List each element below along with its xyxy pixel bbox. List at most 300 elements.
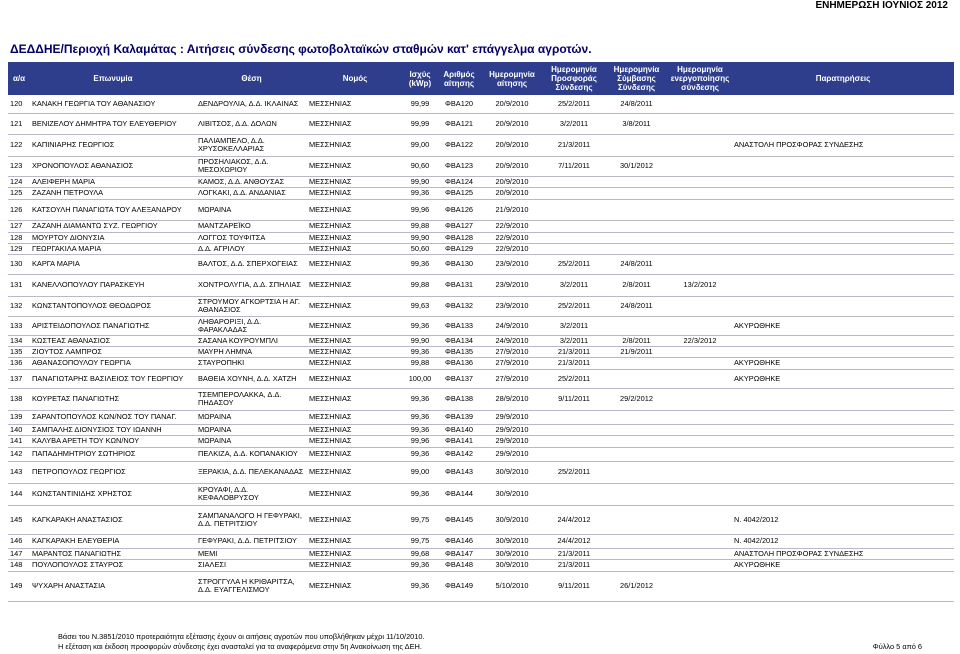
cell-d2 bbox=[543, 483, 605, 505]
cell-aa: 139 bbox=[8, 410, 30, 424]
cell-d3 bbox=[605, 232, 668, 243]
cell-d2: 25/2/2011 bbox=[543, 254, 605, 274]
cell-name: ΑΛΕΙΦΕΡΗ ΜΑΡΙΑ bbox=[30, 176, 196, 187]
cell-d4 bbox=[668, 461, 732, 483]
cell-aa: 140 bbox=[8, 424, 30, 435]
cell-thesi: ΠΕΛΚΙΖΑ, Δ.Δ. ΚΟΠΑΝΑΚΙΟΥ bbox=[196, 447, 307, 461]
cell-rem bbox=[732, 254, 954, 274]
cell-d3 bbox=[605, 316, 668, 335]
cell-aa: 127 bbox=[8, 220, 30, 232]
cell-d3 bbox=[605, 369, 668, 388]
cell-name: ΚΑΓΚΑΡΑΚΗ ΑΝΑΣΤΑΣΙΟΣ bbox=[30, 505, 196, 534]
cell-d4: 22/3/2012 bbox=[668, 335, 732, 346]
cell-rem bbox=[732, 95, 954, 113]
column-header: Επωνυμία bbox=[30, 62, 196, 95]
cell-aa: 148 bbox=[8, 559, 30, 571]
cell-name: ΖΑΖΑΝΗ ΠΕΤΡΟΥΛΑ bbox=[30, 187, 196, 199]
cell-d4 bbox=[668, 95, 732, 113]
cell-name: ΓΕΩΡΓΑΚΙΛΑ ΜΑΡΙΑ bbox=[30, 243, 196, 254]
cell-thesi: ΛΟΓΓΟΣ ΤΟΥΦΙΤΣΑ bbox=[196, 232, 307, 243]
cell-d4 bbox=[668, 559, 732, 571]
cell-nomos: ΜΕΣΣΗΝΙΑΣ bbox=[307, 316, 403, 335]
cell-d4 bbox=[668, 176, 732, 187]
cell-rem bbox=[732, 483, 954, 505]
cell-d2 bbox=[543, 447, 605, 461]
cell-d3 bbox=[605, 134, 668, 156]
cell-num: ΦΒΑ141 bbox=[437, 435, 481, 447]
cell-rem: ΑΝΑΣΤΟΛΗ ΠΡΟΣΦΟΡΑΣ ΣΥΝΔΕΣΗΣ bbox=[732, 134, 954, 156]
cell-d2: 24/4/2012 bbox=[543, 534, 605, 548]
column-header: Ημερομηνία Σύμβασης Σύνδεσης bbox=[605, 62, 668, 95]
table-row bbox=[8, 156, 954, 176]
table-row bbox=[8, 435, 954, 447]
cell-aa: 120 bbox=[8, 95, 30, 113]
cell-rem bbox=[732, 187, 954, 199]
table-row bbox=[8, 335, 954, 346]
cell-num: ΦΒΑ130 bbox=[437, 254, 481, 274]
column-header: Ημερομηνία ενεργοποίησης σύνδεσης bbox=[668, 62, 732, 95]
cell-d4 bbox=[668, 232, 732, 243]
cell-num: ΦΒΑ138 bbox=[437, 388, 481, 410]
table-row bbox=[8, 483, 954, 505]
cell-d3 bbox=[605, 410, 668, 424]
cell-rem: ΑΝΑΣΤΟΛΗ ΠΡΟΣΦΟΡΑΣ ΣΥΝΔΕΣΗΣ bbox=[732, 548, 954, 559]
column-header: Αριθμός αίτησης bbox=[437, 62, 481, 95]
cell-name: ΠΕΤΡΟΠΟΥΛΟΣ ΓΕΩΡΓΙΟΣ bbox=[30, 461, 196, 483]
cell-thesi: ΛΙΒΙΤΣΟΣ, Δ.Δ. ΔΟΛΩΝ bbox=[196, 113, 307, 134]
table-row bbox=[8, 410, 954, 424]
cell-kw: 99,36 bbox=[403, 187, 437, 199]
cell-aa: 135 bbox=[8, 346, 30, 357]
cell-nomos: ΜΕΣΣΗΝΙΑΣ bbox=[307, 483, 403, 505]
cell-d1: 20/9/2010 bbox=[481, 134, 543, 156]
cell-d2: 25/2/2011 bbox=[543, 461, 605, 483]
page-title: ΔΕΔΔΗΕ/Περιοχή Καλαμάτας : Αιτήσεις σύνδεσης φωτοβολταϊκών σταθμών κατ' επάγγελμα αγροτών. bbox=[10, 42, 592, 56]
cell-rem bbox=[732, 232, 954, 243]
cell-d2: 21/3/2011 bbox=[543, 548, 605, 559]
cell-name: ΚΑΝΑΚΗ ΓΕΩΡΓΙΑ ΤΟΥ ΑΘΑΝΑΣΙΟΥ bbox=[30, 95, 196, 113]
cell-aa: 130 bbox=[8, 254, 30, 274]
cell-kw: 99,36 bbox=[403, 346, 437, 357]
cell-kw: 99,90 bbox=[403, 335, 437, 346]
cell-rem: ΑΚΥΡΩΘΗΚΕ bbox=[732, 559, 954, 571]
table-row bbox=[8, 243, 954, 254]
cell-nomos: ΜΕΣΣΗΝΙΑΣ bbox=[307, 447, 403, 461]
cell-nomos: ΜΕΣΣΗΝΙΑΣ bbox=[307, 134, 403, 156]
table-row bbox=[8, 232, 954, 243]
cell-d2: 25/2/2011 bbox=[543, 369, 605, 388]
cell-aa: 121 bbox=[8, 113, 30, 134]
cell-thesi: ΔΕΝΔΡΟΥΛΙΑ, Δ.Δ. ΙΚΛΑΙΝΑΣ bbox=[196, 95, 307, 113]
table-row bbox=[8, 369, 954, 388]
cell-d4 bbox=[668, 113, 732, 134]
cell-d4 bbox=[668, 296, 732, 316]
cell-rem bbox=[732, 220, 954, 232]
cell-d4 bbox=[668, 548, 732, 559]
cell-num: ΦΒΑ149 bbox=[437, 571, 481, 601]
cell-kw: 99,75 bbox=[403, 505, 437, 534]
cell-aa: 138 bbox=[8, 388, 30, 410]
cell-d1: 30/9/2010 bbox=[481, 483, 543, 505]
cell-thesi: ΧΟΝΤΡΟΛΥΓΙΑ, Δ.Δ. ΣΠΗΛΙΑΣ bbox=[196, 274, 307, 296]
cell-d3: 3/8/2011 bbox=[605, 113, 668, 134]
cell-nomos: ΜΕΣΣΗΝΙΑΣ bbox=[307, 274, 403, 296]
cell-d2: 21/3/2011 bbox=[543, 357, 605, 369]
cell-d3 bbox=[605, 424, 668, 435]
cell-rem bbox=[732, 447, 954, 461]
cell-rem bbox=[732, 274, 954, 296]
cell-d2 bbox=[543, 424, 605, 435]
cell-d1: 5/10/2010 bbox=[481, 571, 543, 601]
cell-rem bbox=[732, 346, 954, 357]
column-header: Νομός bbox=[307, 62, 403, 95]
cell-d3: 26/1/2012 bbox=[605, 571, 668, 601]
cell-name: ΚΑΤΣΟΥΛΗ ΠΑΝΑΓΙΩΤΑ ΤΟΥ ΑΛΕΞΑΝΔΡΟΥ bbox=[30, 199, 196, 220]
cell-aa: 123 bbox=[8, 156, 30, 176]
cell-aa: 146 bbox=[8, 534, 30, 548]
table-row bbox=[8, 254, 954, 274]
cell-d2 bbox=[543, 220, 605, 232]
cell-name: ΠΑΠΑΔΗΜΗΤΡΙΟΥ ΣΩΤΗΡΙΟΣ bbox=[30, 447, 196, 461]
table-row bbox=[8, 505, 954, 534]
cell-d2: 25/2/2011 bbox=[543, 95, 605, 113]
cell-thesi: ΜΕΜΙ bbox=[196, 548, 307, 559]
cell-nomos: ΜΕΣΣΗΝΙΑΣ bbox=[307, 424, 403, 435]
cell-d3 bbox=[605, 187, 668, 199]
cell-num: ΦΒΑ126 bbox=[437, 199, 481, 220]
cell-aa: 128 bbox=[8, 232, 30, 243]
cell-rem bbox=[732, 388, 954, 410]
table-row bbox=[8, 534, 954, 548]
table-row bbox=[8, 220, 954, 232]
cell-d3 bbox=[605, 461, 668, 483]
cell-d1: 20/9/2010 bbox=[481, 176, 543, 187]
cell-rem bbox=[732, 571, 954, 601]
cell-num: ΦΒΑ147 bbox=[437, 548, 481, 559]
cell-d3: 21/9/2011 bbox=[605, 346, 668, 357]
cell-kw: 99,36 bbox=[403, 316, 437, 335]
cell-d4 bbox=[668, 187, 732, 199]
table-row bbox=[8, 296, 954, 316]
table-header bbox=[8, 62, 954, 95]
cell-aa: 131 bbox=[8, 274, 30, 296]
cell-thesi: ΚΡΟΥΑΦΙ, Δ.Δ. ΚΕΦΑΛΟΒΡΥΣΟΥ bbox=[196, 483, 307, 505]
cell-aa: 141 bbox=[8, 435, 30, 447]
cell-d3 bbox=[605, 199, 668, 220]
cell-d1: 28/9/2010 bbox=[481, 388, 543, 410]
cell-kw: 99,88 bbox=[403, 357, 437, 369]
table-row bbox=[8, 346, 954, 357]
cell-num: ΦΒΑ143 bbox=[437, 461, 481, 483]
cell-aa: 134 bbox=[8, 335, 30, 346]
cell-aa: 147 bbox=[8, 548, 30, 559]
cell-d1: 30/9/2010 bbox=[481, 461, 543, 483]
cell-rem bbox=[732, 461, 954, 483]
cell-nomos: ΜΕΣΣΗΝΙΑΣ bbox=[307, 187, 403, 199]
cell-rem: Ν. 4042/2012 bbox=[732, 505, 954, 534]
cell-d4 bbox=[668, 316, 732, 335]
cell-num: ΦΒΑ124 bbox=[437, 176, 481, 187]
cell-rem bbox=[732, 296, 954, 316]
cell-nomos: ΜΕΣΣΗΝΙΑΣ bbox=[307, 335, 403, 346]
cell-d4 bbox=[668, 388, 732, 410]
column-header: Ημερομηνία αίτησης bbox=[481, 62, 543, 95]
cell-d4 bbox=[668, 571, 732, 601]
cell-num: ΦΒΑ136 bbox=[437, 357, 481, 369]
cell-thesi: ΛΗΘΑΡΟΡΙΞΙ, Δ.Δ. ΦΑΡΑΚΛΑΔΑΣ bbox=[196, 316, 307, 335]
cell-aa: 124 bbox=[8, 176, 30, 187]
cell-d1: 23/9/2010 bbox=[481, 274, 543, 296]
cell-kw: 99,99 bbox=[403, 113, 437, 134]
table-row bbox=[8, 548, 954, 559]
cell-name: ΚΑΛΥΒΑ ΑΡΕΤΗ ΤΟΥ ΚΩΝ/ΝΟΥ bbox=[30, 435, 196, 447]
cell-kw: 99,36 bbox=[403, 254, 437, 274]
cell-d3 bbox=[605, 220, 668, 232]
cell-name: ΠΟΥΛΟΠΟΥΛΟΣ ΣΤΑΥΡΟΣ bbox=[30, 559, 196, 571]
table-row bbox=[8, 559, 954, 571]
cell-d1: 30/9/2010 bbox=[481, 534, 543, 548]
cell-kw: 100,00 bbox=[403, 369, 437, 388]
cell-num: ΦΒΑ144 bbox=[437, 483, 481, 505]
cell-d2 bbox=[543, 187, 605, 199]
cell-d4: 13/2/2012 bbox=[668, 274, 732, 296]
cell-kw: 99,36 bbox=[403, 571, 437, 601]
cell-d3: 30/1/2012 bbox=[605, 156, 668, 176]
table-row bbox=[8, 113, 954, 134]
cell-nomos: ΜΕΣΣΗΝΙΑΣ bbox=[307, 176, 403, 187]
cell-d1: 29/9/2010 bbox=[481, 447, 543, 461]
cell-nomos: ΜΕΣΣΗΝΙΑΣ bbox=[307, 232, 403, 243]
cell-nomos: ΜΕΣΣΗΝΙΑΣ bbox=[307, 369, 403, 388]
cell-name: ΒΕΝΙΖΕΛΟΥ ΔΗΜΗΤΡΑ ΤΟΥ ΕΛΕΥΘΕΡΙΟΥ bbox=[30, 113, 196, 134]
cell-d2: 3/2/2011 bbox=[543, 316, 605, 335]
cell-kw: 99,88 bbox=[403, 220, 437, 232]
cell-aa: 149 bbox=[8, 571, 30, 601]
cell-d1: 23/9/2010 bbox=[481, 254, 543, 274]
cell-d3 bbox=[605, 435, 668, 447]
table-row bbox=[8, 424, 954, 435]
cell-name: ΚΩΣΤΕΑΣ ΑΘΑΝΑΣΙΟΣ bbox=[30, 335, 196, 346]
cell-thesi: ΣΑΜΠΑΝΑΛΟΓΟ Η ΓΕΦΥΡΑΚΙ, Δ.Δ. ΠΕΤΡΙΤΣΙΟΥ bbox=[196, 505, 307, 534]
cell-nomos: ΜΕΣΣΗΝΙΑΣ bbox=[307, 199, 403, 220]
cell-d1: 23/9/2010 bbox=[481, 296, 543, 316]
cell-kw: 99,00 bbox=[403, 134, 437, 156]
cell-name: ΚΟΥΡΕΤΑΣ ΠΑΝΑΓΙΩΤΗΣ bbox=[30, 388, 196, 410]
cell-rem bbox=[732, 243, 954, 254]
table-row bbox=[8, 176, 954, 187]
footer-line-1: Βάσει του Ν.3851/2010 προτεραιότητα εξέτασης έχουν οι αιτήσεις αγροτών που υποβλήθηκαν μέχρι 11/10/2010. bbox=[58, 632, 425, 641]
cell-d3: 24/8/2011 bbox=[605, 254, 668, 274]
cell-d1: 20/9/2010 bbox=[481, 187, 543, 199]
cell-aa: 143 bbox=[8, 461, 30, 483]
cell-d3 bbox=[605, 559, 668, 571]
cell-num: ΦΒΑ135 bbox=[437, 346, 481, 357]
applications-table bbox=[8, 62, 954, 602]
cell-nomos: ΜΕΣΣΗΝΙΑΣ bbox=[307, 534, 403, 548]
cell-num: ΦΒΑ137 bbox=[437, 369, 481, 388]
cell-d2: 21/3/2011 bbox=[543, 346, 605, 357]
cell-d1: 24/9/2010 bbox=[481, 316, 543, 335]
table-row bbox=[8, 199, 954, 220]
cell-thesi: ΠΡΟΣΗΛΙΑΚΟΣ, Δ.Δ. ΜΕΣΟΧΩΡΙΟΥ bbox=[196, 156, 307, 176]
cell-d2 bbox=[543, 410, 605, 424]
cell-d4 bbox=[668, 220, 732, 232]
cell-d3: 2/8/2011 bbox=[605, 274, 668, 296]
cell-d2 bbox=[543, 435, 605, 447]
cell-d1: 30/9/2010 bbox=[481, 559, 543, 571]
cell-d1: 30/9/2010 bbox=[481, 505, 543, 534]
cell-d3 bbox=[605, 243, 668, 254]
cell-num: ΦΒΑ133 bbox=[437, 316, 481, 335]
cell-name: ΠΑΝΑΓΙΩΤΑΡΗΣ ΒΑΣΙΛΕΙΟΣ ΤΟΥ ΓΕΩΡΓΙΟΥ bbox=[30, 369, 196, 388]
cell-d1: 29/9/2010 bbox=[481, 410, 543, 424]
page-number: Φύλλο 5 από 6 bbox=[872, 642, 922, 651]
cell-d3 bbox=[605, 548, 668, 559]
cell-aa: 145 bbox=[8, 505, 30, 534]
cell-nomos: ΜΕΣΣΗΝΙΑΣ bbox=[307, 296, 403, 316]
footer-line-2: Η εξέταση και έκδοση προσφορών σύνδεσης έχει ανασταλεί για τα αναφερόμενα στην 5η Ανακοίνωση της ΔΕΗ. bbox=[58, 642, 422, 651]
cell-kw: 99,96 bbox=[403, 435, 437, 447]
cell-kw: 99,90 bbox=[403, 176, 437, 187]
cell-kw: 99,36 bbox=[403, 447, 437, 461]
cell-rem: ΑΚΥΡΩΘΗΚΕ bbox=[732, 369, 954, 388]
cell-thesi: Δ.Δ. ΑΓΡΙΛΟΥ bbox=[196, 243, 307, 254]
cell-rem: Ν. 4042/2012 bbox=[732, 534, 954, 548]
cell-d2: 9/11/2011 bbox=[543, 571, 605, 601]
cell-kw: 99,90 bbox=[403, 232, 437, 243]
cell-thesi: ΜΩΡΑΙΝΑ bbox=[196, 435, 307, 447]
cell-d4 bbox=[668, 243, 732, 254]
cell-kw: 90,60 bbox=[403, 156, 437, 176]
cell-thesi: ΛΟΓΚΑΚΙ, Δ.Δ. ΑΝΔΑΝΙΑΣ bbox=[196, 187, 307, 199]
table-row bbox=[8, 571, 954, 601]
cell-num: ΦΒΑ145 bbox=[437, 505, 481, 534]
cell-d1: 20/9/2010 bbox=[481, 113, 543, 134]
cell-aa: 142 bbox=[8, 447, 30, 461]
cell-num: ΦΒΑ120 bbox=[437, 95, 481, 113]
cell-thesi: ΜΑΝΤΖΑΡΕΪΚΟ bbox=[196, 220, 307, 232]
cell-d4 bbox=[668, 505, 732, 534]
update-label: ΕΝΗΜΕΡΩΣΗ ΙΟΥΝΙΟΣ 2012 bbox=[815, 0, 948, 11]
cell-num: ΦΒΑ121 bbox=[437, 113, 481, 134]
cell-aa: 122 bbox=[8, 134, 30, 156]
cell-aa: 126 bbox=[8, 199, 30, 220]
cell-d1: 20/9/2010 bbox=[481, 95, 543, 113]
cell-d4 bbox=[668, 346, 732, 357]
table-row bbox=[8, 134, 954, 156]
cell-num: ΦΒΑ122 bbox=[437, 134, 481, 156]
cell-thesi: ΚΑΜΟΣ, Δ.Δ. ΑΝΘΟΥΣΑΣ bbox=[196, 176, 307, 187]
cell-d1: 27/9/2010 bbox=[481, 357, 543, 369]
cell-thesi: ΣΙΑΛΕΣΙ bbox=[196, 559, 307, 571]
cell-d2: 3/2/2011 bbox=[543, 274, 605, 296]
cell-rem bbox=[732, 176, 954, 187]
cell-d1: 30/9/2010 bbox=[481, 548, 543, 559]
cell-aa: 125 bbox=[8, 187, 30, 199]
cell-kw: 99,63 bbox=[403, 296, 437, 316]
cell-kw: 99,88 bbox=[403, 274, 437, 296]
cell-d3 bbox=[605, 534, 668, 548]
cell-thesi: ΤΣΕΜΠΕΡΟΛΑΚΚΑ, Δ.Δ. ΠΗΔΑΣΟΥ bbox=[196, 388, 307, 410]
cell-name: ΧΡΟΝΟΠΟΥΛΟΣ ΑΘΑΝΑΣΙΟΣ bbox=[30, 156, 196, 176]
cell-d1: 27/9/2010 bbox=[481, 369, 543, 388]
cell-aa: 133 bbox=[8, 316, 30, 335]
cell-d2: 21/3/2011 bbox=[543, 559, 605, 571]
table-row bbox=[8, 461, 954, 483]
cell-nomos: ΜΕΣΣΗΝΙΑΣ bbox=[307, 95, 403, 113]
cell-d1: 22/9/2010 bbox=[481, 232, 543, 243]
cell-d3 bbox=[605, 357, 668, 369]
cell-d4 bbox=[668, 447, 732, 461]
cell-nomos: ΜΕΣΣΗΝΙΑΣ bbox=[307, 571, 403, 601]
cell-name: ΜΑΡΑΝΤΟΣ ΠΑΝΑΓΙΩΤΗΣ bbox=[30, 548, 196, 559]
cell-num: ΦΒΑ123 bbox=[437, 156, 481, 176]
table-row bbox=[8, 357, 954, 369]
cell-d4 bbox=[668, 254, 732, 274]
cell-d1: 20/9/2010 bbox=[481, 156, 543, 176]
cell-num: ΦΒΑ128 bbox=[437, 232, 481, 243]
cell-aa: 137 bbox=[8, 369, 30, 388]
cell-nomos: ΜΕΣΣΗΝΙΑΣ bbox=[307, 461, 403, 483]
table-row bbox=[8, 316, 954, 335]
cell-thesi: ΜΩΡΑΙΝΑ bbox=[196, 424, 307, 435]
cell-d2: 7/11/2011 bbox=[543, 156, 605, 176]
table-row bbox=[8, 274, 954, 296]
cell-rem: ΑΚΥΡΩΘΗΚΕ bbox=[732, 357, 954, 369]
cell-d4 bbox=[668, 134, 732, 156]
cell-thesi: ΜΩΡΑΙΝΑ bbox=[196, 410, 307, 424]
cell-name: ΖΑΖΑΝΗ ΔΙΑΜΑΝΤΩ ΣΥΖ. ΓΕΩΡΓΙΟΥ bbox=[30, 220, 196, 232]
cell-d1: 24/9/2010 bbox=[481, 335, 543, 346]
cell-d2: 25/2/2011 bbox=[543, 296, 605, 316]
cell-thesi: ΒΑΛΤΟΣ, Δ.Δ. ΣΠΕΡΧΟΓΕΙΑΣ bbox=[196, 254, 307, 274]
cell-d1: 21/9/2010 bbox=[481, 199, 543, 220]
cell-rem bbox=[732, 156, 954, 176]
cell-d4 bbox=[668, 410, 732, 424]
cell-nomos: ΜΕΣΣΗΝΙΑΣ bbox=[307, 410, 403, 424]
cell-d2: 9/11/2011 bbox=[543, 388, 605, 410]
cell-rem bbox=[732, 424, 954, 435]
table-row bbox=[8, 95, 954, 113]
cell-kw: 99,00 bbox=[403, 461, 437, 483]
cell-nomos: ΜΕΣΣΗΝΙΑΣ bbox=[307, 388, 403, 410]
cell-d2: 3/2/2011 bbox=[543, 335, 605, 346]
cell-nomos: ΜΕΣΣΗΝΙΑΣ bbox=[307, 357, 403, 369]
cell-name: ΣΑΜΠΑΛΗΣ ΔΙΟΝΥΣΙΟΣ ΤΟΥ ΙΩΑΝΝΗ bbox=[30, 424, 196, 435]
cell-thesi: ΜΑΥΡΗ ΛΗΜΝΑ bbox=[196, 346, 307, 357]
cell-num: ΦΒΑ139 bbox=[437, 410, 481, 424]
cell-kw: 99,36 bbox=[403, 559, 437, 571]
cell-d4 bbox=[668, 424, 732, 435]
column-header: Παρατηρήσεις bbox=[732, 62, 954, 95]
cell-d1: 27/9/2010 bbox=[481, 346, 543, 357]
cell-num: ΦΒΑ132 bbox=[437, 296, 481, 316]
table-row bbox=[8, 447, 954, 461]
cell-name: ΜΟΥΡΤΟΥ ΔΙΟΝΥΣΙΑ bbox=[30, 232, 196, 243]
cell-thesi: ΣΤΑΥΡΟΠΗΚΙ bbox=[196, 357, 307, 369]
cell-nomos: ΜΕΣΣΗΝΙΑΣ bbox=[307, 559, 403, 571]
cell-name: ΑΘΑΝΑΣΟΠΟΥΛΟΥ ΓΕΩΡΓΙΑ bbox=[30, 357, 196, 369]
cell-name: ΚΑΝΕΛΛΟΠΟΥΛΟΥ ΠΑΡΑΣΚΕΥΗ bbox=[30, 274, 196, 296]
cell-d4 bbox=[668, 199, 732, 220]
cell-nomos: ΜΕΣΣΗΝΙΑΣ bbox=[307, 243, 403, 254]
cell-d4 bbox=[668, 435, 732, 447]
column-header: Θέση bbox=[196, 62, 307, 95]
cell-num: ΦΒΑ127 bbox=[437, 220, 481, 232]
cell-d2 bbox=[543, 243, 605, 254]
cell-d3: 24/8/2011 bbox=[605, 296, 668, 316]
cell-num: ΦΒΑ146 bbox=[437, 534, 481, 548]
